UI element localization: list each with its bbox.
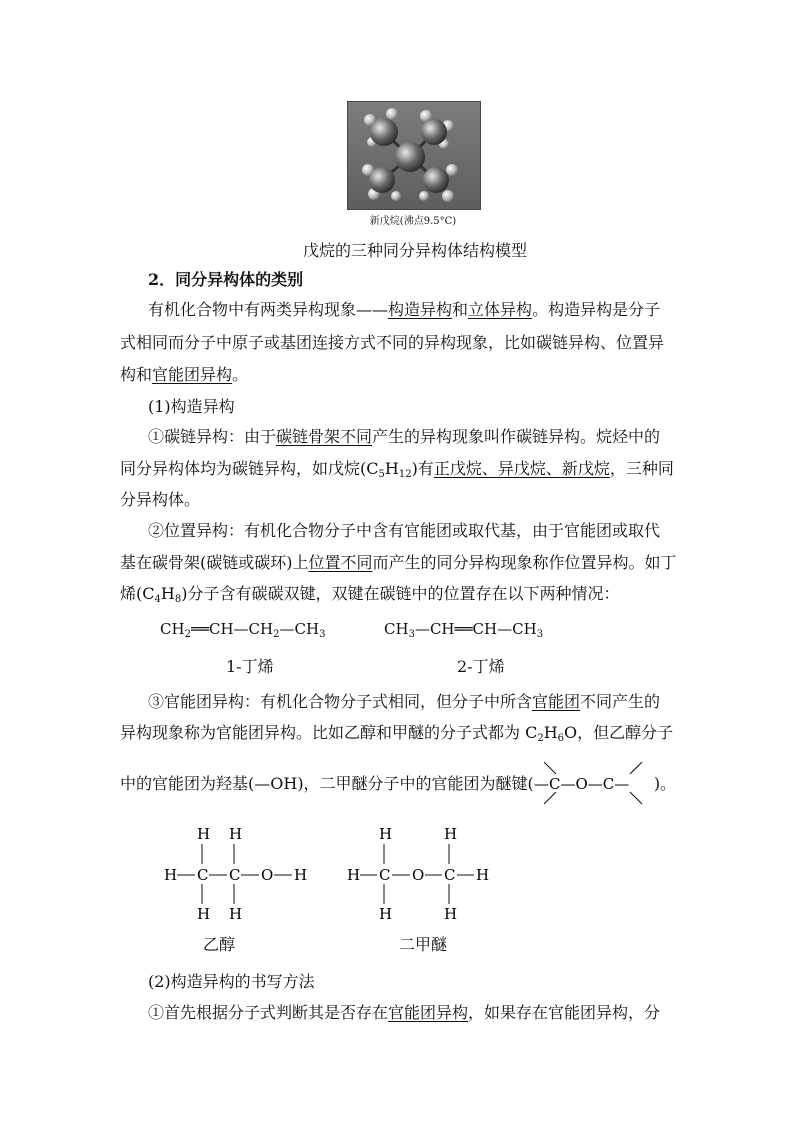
svg-text:H: H [476, 866, 490, 884]
name-ethanol: 乙醇 [203, 935, 236, 954]
svg-text:H: H [444, 825, 458, 843]
paragraph-line: 异构现象称为官能团异构。比如乙醇和甲醚的分子式都为 $C_2H_6O$，但乙醇分子 [120, 723, 674, 744]
svg-text:O: O [412, 866, 425, 884]
subheading: (2)构造异构的书写方法 [148, 972, 315, 991]
ether-bond-structure [530, 758, 660, 808]
paragraph-line: ①首先根据分子式判断其是否存在官能团异构，如果存在官能团异构，分 [148, 1003, 661, 1022]
svg-text:H: H [229, 825, 243, 843]
dimethyl-ether-structure [345, 822, 505, 922]
svg-text:H: H [229, 905, 243, 922]
svg-text:C: C [444, 866, 456, 884]
svg-text:H: H [197, 905, 211, 922]
paragraph-line: 分异构体。 [120, 490, 201, 509]
section-heading: 2．同分异构体的类别 [148, 270, 304, 289]
figure-title: 戊烷的三种同分异构体结构模型 [302, 241, 527, 260]
svg-text:C: C [379, 866, 391, 884]
paragraph-line: 式相同而分子中原子或基团连接方式不同的异构现象，比如碳链异构、位置异 [120, 333, 665, 352]
paragraph-line: 基在碳骨架(碳链或碳环)上位置不同而产生的同分异构现象称作位置异构。如丁 [120, 553, 677, 572]
svg-text:H: H [164, 866, 178, 884]
paragraph-line: ②位置异构：有机化合物分子中含有官能团或取代基，由于官能团或取代 [148, 521, 661, 540]
svg-text:H: H [294, 866, 308, 884]
paragraph-line: 构和官能团异构。 [120, 365, 249, 384]
svg-text:C: C [197, 866, 209, 884]
svg-text:H: H [347, 866, 361, 884]
name-2-butene: 2-丁烯 [457, 657, 505, 676]
svg-text:H: H [379, 825, 393, 843]
name-dimethyl-ether: 二甲醚 [399, 935, 448, 954]
paragraph-line: 烯$(C_4H_8)$分子含有碳碳双键，双键在碳链中的位置存在以下两种情况： [120, 584, 620, 605]
svg-text:H: H [197, 825, 211, 843]
ether-bond-text: —C—O—C— [534, 775, 630, 793]
model-caption: 新戊烷(沸点9.5°C) [369, 216, 457, 227]
svg-text:O: O [261, 866, 274, 884]
ethanol-structure [160, 822, 320, 922]
svg-text:C: C [229, 866, 241, 884]
formula-2-butene: $CH_3—CH══CH—CH_3$ [384, 620, 544, 640]
paragraph-line: 中的官能团为羟基(—OH)，二甲醚分子中的官能团为醚键( )。 [120, 774, 677, 793]
svg-text:H: H [379, 905, 393, 922]
paragraph-line: 同分异构体均为碳链异构，如戊烷$(C_5H_{12})$有正戊烷、异戊烷、新戊烷，三种同 [120, 459, 674, 480]
neopentane-model-image [347, 101, 481, 210]
paragraph-line: ③官能团异构：有机化合物分子式相同，但分子中所含官能团不同产生的 [148, 692, 661, 711]
subheading: (1)构造异构 [148, 397, 235, 416]
paragraph-line: 有机化合物中有两类异构现象——构造异构和立体异构。构造异构是分子 [148, 300, 661, 319]
molecule-model-drawing [348, 102, 480, 209]
name-1-butene: 1-丁烯 [226, 657, 274, 676]
paragraph-line: ①碳链异构：由于碳链骨架不同产生的异构现象叫作碳链异构。烷烃中的 [148, 427, 661, 446]
formula-1-butene: $CH_2══CH—CH_2—CH_3$ [160, 620, 326, 640]
svg-text:H: H [444, 905, 458, 922]
